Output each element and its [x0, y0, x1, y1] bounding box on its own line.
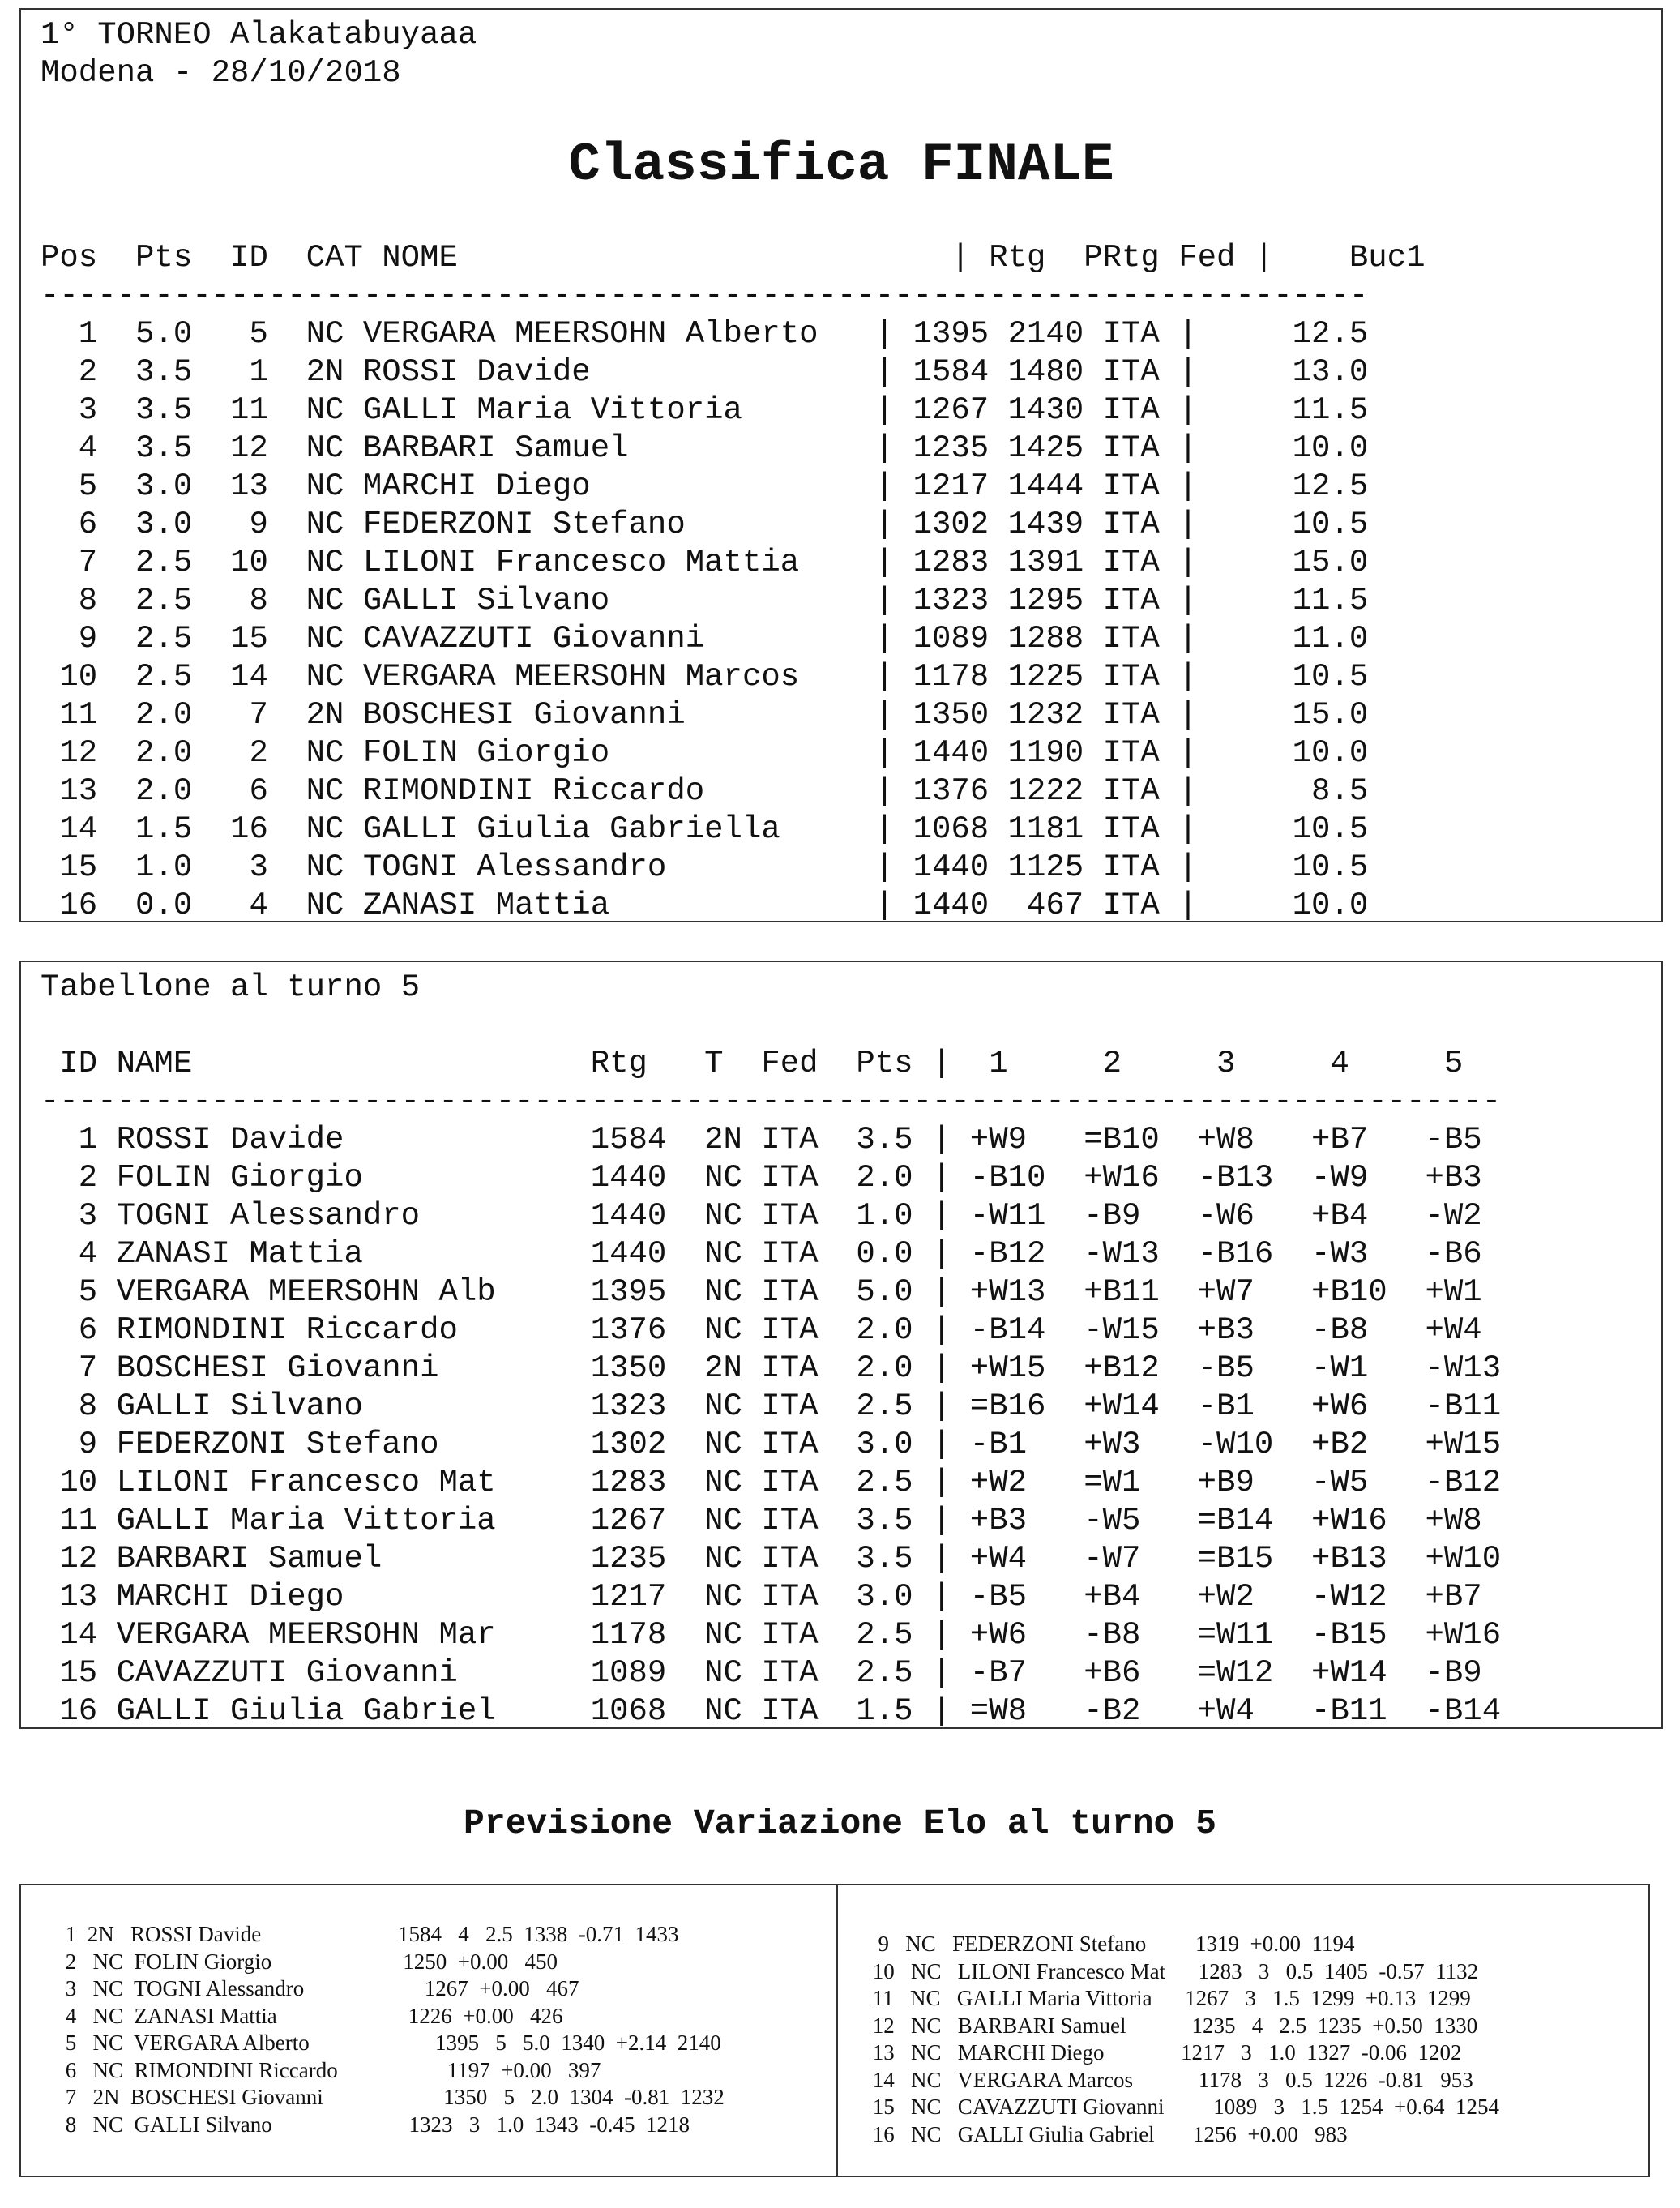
- standings-separator: ----------------------------------------------------------------------: [41, 278, 1369, 314]
- table-row: 16 GALLI Giulia Gabriel 1068 NC ITA 1.5 | =W8 -B2 +W4 -B11 -B14: [41, 1693, 1502, 1729]
- table-row: 1 5.0 5 NC VERGARA MEERSOHN Alberto | 1395 2140 ITA | 12.5: [41, 316, 1369, 352]
- table-row: 15 CAVAZZUTI Giovanni 1089 NC ITA 2.5 | -B7 +B6 =W12 +W14 -B9: [41, 1655, 1482, 1691]
- list-item: 14 NC VERGARA Marcos 1178 3 0.5 1226 -0.81 953: [867, 2067, 1473, 2092]
- list-item: 2 NC FOLIN Giorgio 1250 +0.00 450: [60, 1949, 558, 1974]
- table-row: 4 ZANASI Mattia 1440 NC ITA 0.0 | -B12 -W13 -B16 -W3 -B6: [41, 1236, 1482, 1272]
- table-row: 8 2.5 8 NC GALLI Silvano | 1323 1295 ITA | 11.5: [41, 583, 1369, 618]
- list-item: 15 NC CAVAZZUTI Giovanni 1089 3 1.5 1254 +0.64 1254: [867, 2095, 1499, 2119]
- list-item: 9 NC FEDERZONI Stefano 1319 +0.00 1194: [867, 1932, 1355, 1956]
- table-row: 7 BOSCHESI Giovanni 1350 2N ITA 2.0 | +W15 +B12 -B5 -W1 -W13: [41, 1350, 1502, 1386]
- list-item: 7 2N BOSCHESI Giovanni 1350 5 2.0 1304 -0.81 1232: [60, 2085, 725, 2109]
- table-row: 10 2.5 14 NC VERGARA MEERSOHN Marcos | 1178 1225 ITA | 10.5: [41, 659, 1369, 695]
- table-row: 16 0.0 4 NC ZANASI Mattia | 1440 467 ITA | 10.0: [41, 888, 1369, 923]
- column-divider: [836, 1885, 838, 2176]
- table-row: 1 ROSSI Davide 1584 2N ITA 3.5 | +W9 =B10 +W8 +B7 -B5: [41, 1122, 1482, 1157]
- elo-right-column: [867, 1931, 1499, 2148]
- crosstable-rows: [41, 1121, 1501, 1731]
- table-row: 13 MARCHI Diego 1217 NC ITA 3.0 | -B5 +B4 +W2 -W12 +B7: [41, 1579, 1482, 1615]
- crosstable-table: [41, 1045, 1501, 1731]
- standings-table: [41, 239, 1425, 925]
- table-row: 5 VERGARA MEERSOHN Alb 1395 NC ITA 5.0 | +W13 +B11 +W7 +B10 +W1: [41, 1274, 1482, 1310]
- crosstable-title: Tabellone al turno 5: [41, 969, 421, 1005]
- table-row: 12 2.0 2 NC FOLIN Giorgio | 1440 1190 ITA | 10.0: [41, 735, 1369, 771]
- list-item: 4 NC ZANASI Mattia 1226 +0.00 426: [60, 2003, 563, 2028]
- standings-rows: [41, 315, 1425, 925]
- list-item: 6 NC RIMONDINI Riccardo 1197 +0.00 397: [60, 2057, 601, 2082]
- list-item: 16 NC GALLI Giulia Gabriel 1256 +0.00 983: [867, 2121, 1348, 2146]
- table-row: 10 LILONI Francesco Mat 1283 NC ITA 2.5 | +W2 =W1 +B9 -W5 -B12: [41, 1465, 1502, 1500]
- table-row: 2 3.5 1 2N ROSSI Davide | 1584 1480 ITA | 13.0: [41, 354, 1369, 390]
- tournament-name: 1° TORNEO Alakatabuyaaa: [41, 17, 477, 53]
- table-row: 13 2.0 6 NC RIMONDINI Riccardo | 1376 1222 ITA | 8.5: [41, 773, 1369, 809]
- table-row: 6 3.0 9 NC FEDERZONI Stefano | 1302 1439 ITA | 10.5: [41, 507, 1369, 542]
- table-row: 4 3.5 12 NC BARBARI Samuel | 1235 1425 ITA | 10.0: [41, 430, 1369, 466]
- crosstable-separator: -----------------------------------------------------------------------------: [41, 1084, 1502, 1119]
- table-row: 9 FEDERZONI Stefano 1302 NC ITA 3.0 | -B1 +W3 -W10 +B2 +W15: [41, 1427, 1502, 1462]
- standings-header: Pos Pts ID CAT NOME | Rtg PRtg Fed | Buc1: [41, 240, 1426, 276]
- place-date: Modena - 28/10/2018: [41, 55, 401, 91]
- crosstable-header: ID NAME Rtg T Fed Pts | 1 2 3 4 5: [41, 1046, 1464, 1081]
- list-item: 12 NC BARBARI Samuel 1235 4 2.5 1235 +0.50 1330: [867, 2013, 1478, 2038]
- table-row: 6 RIMONDINI Riccardo 1376 NC ITA 2.0 | -B14 -W15 +B3 -B8 +W4: [41, 1312, 1482, 1348]
- table-row: 5 3.0 13 NC MARCHI Diego | 1217 1444 ITA | 12.5: [41, 469, 1369, 504]
- table-row: 3 3.5 11 NC GALLI Maria Vittoria | 1267 1430 ITA | 11.5: [41, 392, 1369, 428]
- list-item: 8 NC GALLI Silvano 1323 3 1.0 1343 -0.45 1218: [60, 2112, 690, 2137]
- table-row: 8 GALLI Silvano 1323 NC ITA 2.5 | =B16 +W14 -B1 +W6 -B11: [41, 1389, 1502, 1424]
- list-item: 10 NC LILONI Francesco Mat 1283 3 0.5 1405 -0.57 1132: [867, 1958, 1479, 1983]
- list-item: 5 NC VERGARA Alberto 1395 5 5.0 1340 +2.14 2140: [60, 2030, 721, 2055]
- elo-section-title: Previsione Variazione Elo al turno 5: [464, 1804, 1216, 1843]
- list-item: 11 NC GALLI Maria Vittoria 1267 3 1.5 1299 +0.13 1299: [867, 1986, 1471, 2010]
- elo-panel: [19, 1884, 1650, 2177]
- table-row: 11 2.0 7 2N BOSCHESI Giovanni | 1350 1232 ITA | 15.0: [41, 697, 1369, 733]
- table-row: 11 GALLI Maria Vittoria 1267 NC ITA 3.5 | +B3 -W5 =B14 +W16 +W8: [41, 1503, 1482, 1538]
- table-row: 7 2.5 10 NC LILONI Francesco Mattia | 1283 1391 ITA | 15.0: [41, 545, 1369, 580]
- table-row: 9 2.5 15 NC CAVAZZUTI Giovanni | 1089 1288 ITA | 11.0: [41, 621, 1369, 657]
- table-row: 14 1.5 16 NC GALLI Giulia Gabriella | 1068 1181 ITA | 10.5: [41, 811, 1369, 847]
- list-item: 1 2N ROSSI Davide 1584 4 2.5 1338 -0.71 1433: [60, 1922, 679, 1946]
- table-row: 14 VERGARA MEERSOHN Mar 1178 NC ITA 2.5 | +W6 -B8 =W11 -B15 +W16: [41, 1617, 1502, 1653]
- elo-left-column: [60, 1921, 725, 2138]
- list-item: 13 NC MARCHI Diego 1217 3 1.0 1327 -0.06 1202: [867, 2040, 1462, 2065]
- list-item: 3 NC TOGNI Alessandro 1267 +0.00 467: [60, 1976, 579, 2000]
- table-row: 12 BARBARI Samuel 1235 NC ITA 3.5 | +W4 -W7 =B15 +B13 +W10: [41, 1541, 1502, 1577]
- standings-panel: [19, 8, 1663, 922]
- crosstable-panel: [19, 961, 1663, 1729]
- page-title: Classifica FINALE: [568, 135, 1114, 195]
- table-row: 3 TOGNI Alessandro 1440 NC ITA 1.0 | -W11 -B9 -W6 +B4 -W2: [41, 1198, 1482, 1234]
- table-row: 2 FOLIN Giorgio 1440 NC ITA 2.0 | -B10 +W16 -B13 -W9 +B3: [41, 1160, 1482, 1196]
- table-row: 15 1.0 3 NC TOGNI Alessandro | 1440 1125 ITA | 10.5: [41, 849, 1369, 885]
